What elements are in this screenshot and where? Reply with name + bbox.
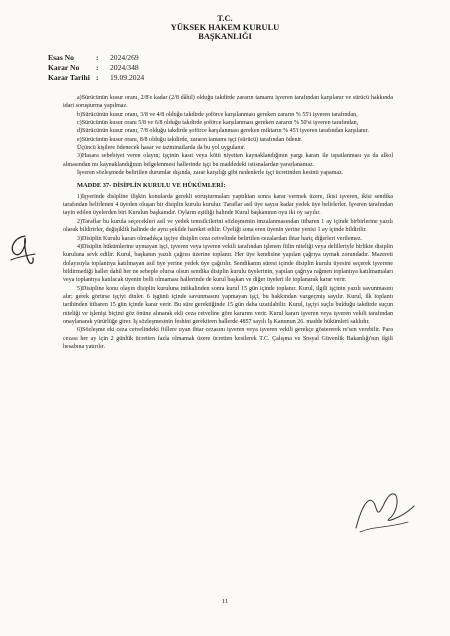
meta-sep: :	[96, 63, 99, 72]
meta-key: Esas No	[48, 53, 74, 62]
case-meta	[48, 53, 144, 83]
body-paragraph: c)Sürücünün kusur oranı 5/8 ve 6/8 olduğu takdirde şoförce karşılanması gereken zararın % 50'si işveren tarafından,	[77, 120, 359, 127]
meta-row-tarih	[48, 73, 144, 83]
meta-value: 2024/348	[110, 63, 139, 72]
meta-sep: :	[96, 73, 99, 82]
body-paragraph: 5)Disipline konu olayın disiplin kuruluna intikalinden sonra kurul 15 gün içinde toplanır. Kurul, ilgili işçinin yazılı savunmasını alır; gerek görürse işçiyi dinler. 6 işgünü içinde savunmasını yapmayan işçi, bu hakkından vazgeçmiş sayılır. Kurul, ilk toplantı tarihinden itibaren 15 gün içinde karar verir. Bu süre gerektiğinde 15 gün daha uzatılabilir. Kurul, işçiyi suçlu bulduğu takdirde suçun niteliği ve işlenişi biçimi göz önüne alınarak ekli ceza cetveline göre kararını verir. Kurul kararı işveren veya işveren vekili tarafından onaylanarak yürürlüğe girer. İş sözleşmesinin feshini gerektiren hallerde 4857 sayılı İş Kanunun 26. madde hükümleri saklıdır.	[63, 285, 393, 325]
body-paragraph: 1)İşyerinde disipline ilişkin konularda gerekli soruşturmaları yaptıktan sonra karar vermek üzere, ikisi işveren, ikisi sendika tarafından belirlenen 4 üyeden oluşan bir disiplin kurulu kurulur. Taraflar asil üye sayısı kadar yedek üye belirlerler. İşveren tarafından tayin edilen üyelerden biri Kurulun başkanıdır. Oyların eşitliği halinde Kurul başkanının oyu iki oy sayılır.	[63, 193, 393, 217]
body-paragraph: e)Sürücünün kusur oranı, 8/8 olduğu takdirde, zararın tamamı işçi (sürücü) tarafından ödenir.	[77, 136, 303, 143]
body-paragraph: d)Sürücünün kusur oranı, 7/8 olduğu takdirde şoförce karşılanması gereken miktarın % 45'i işveren tarafından karşılanır.	[77, 128, 369, 135]
signature-scribble	[350, 488, 420, 536]
meta-key: Karar Tarihi	[48, 73, 90, 82]
document-body	[63, 94, 393, 351]
body-paragraph: 4)Disiplin hükümlerine uymayan işçi, işveren veya işveren vekili tarafından işlenen fiilin niteliği veya delilleriyle birlikte disiplin kuruluna sevk edilir. Kurul, başkanın yazılı çağrısı üzerine toplanır. Her üye kendisine yapılan çağrıya uymak zorundadır. Mazereti dolayısıyla toplantıya katılmayan asil üye yerine yedek üye çağırılır. Sendikanın süresi içinde disiplin kurulu üyesini seçerek işverene bildirmediği haller dahil her ne sebeple olursa olsun sendika disiplin kurulu üyelerinin, yapılan çağrıya rağmen toplantıya katılmamaları veya toplantıya katılacak üyenin belli olmaması hallerinde de kurul başkan ve diğer üyeleri ile toplanarak karar verir.	[63, 243, 393, 284]
meta-key: Karar No	[48, 63, 80, 72]
body-paragraph: Üçüncü kişilere ödenecek hasar ve tazminatlarda da bu yol uygulanır.	[77, 145, 246, 152]
body-paragraph: a)Sürücünün kusur oranı, 2/8'e kadar (2/8 dâhil) olduğu takdirde zararın tamamı işveren tarafından karşılanır ve sürücü hakkında idari soruşturma yapılmaz.	[63, 95, 393, 110]
meta-value: 2024/269	[110, 53, 139, 62]
page-number: 11	[221, 598, 229, 605]
body-paragraph: 3)Hasara sebebiyet veren olayın; işçinin kasıt veya kötü niyetten kaynaklandığının yargı kararı ile ispatlanması ya da alkol almasından mı kaynaklandığının belgelenmesi hallerinde işçi bu maddedeki istisnalardan yararlanamaz.	[63, 153, 393, 168]
meta-value: 19.09.2024	[110, 73, 145, 82]
header-department: BAŞKANLIĞI	[198, 32, 252, 41]
handwritten-initials-signature	[5, 230, 39, 268]
meta-row-esas	[48, 53, 144, 63]
meta-sep: :	[96, 53, 99, 62]
body-paragraph: 6)Sözleşme eki ceza cetvelindeki fiillere uyan ihtar cezasını işveren veya işveren vekili gerekçe göstererek re'sen verebilir. Para cezası her ay için 2 günlük ücretten fazla olmamak üzere ücretten kesilerek T.C. Çalışma ve Sosyal Güvenlik Bakanlığı'nın ilgili hesabına yatırılır.	[63, 327, 393, 350]
body-paragraph: b)Sürücünün kusur oranı, 3/8 ve 4/8 olduğu takdirde şoförce karşılanması gereken zararın % 55'i işveren tarafından,	[77, 111, 358, 118]
header-tc: T.C.	[217, 14, 233, 23]
section-heading: MADDE 37- DİSİPLİN KURULU VE HÜKÜMLERİ:	[77, 182, 226, 190]
body-paragraph: 3)Disiplin Kurulu kararı olmadıkça işçiye disiplin ceza cetvelinde belirtilen cezalardan ihtar hariç diğerleri verilemez.	[77, 235, 363, 242]
header-institution: YÜKSEK HAKEM KURULU	[170, 23, 280, 32]
body-paragraph: 2)Taraflar bu kurula seçecekleri asil ve yedek temsilcilerini sözleşmenin imzalanmasından itibaren 1 ay içinde birbirlerine yazılı olarak bildirirler, değişiklik halinde de aynı şekilde hareket edilir. Üyeliği sona eren üyenin yerine yenisi 1 ay içinde bildirilir.	[63, 218, 393, 234]
body-paragraph: İşveren sözleşmede belirtilen durumlar dışında, zarar karşılığı gibi nedenlerle işçi ücretinden kesinti yapamaz.	[77, 170, 344, 177]
meta-row-karar	[48, 63, 144, 73]
